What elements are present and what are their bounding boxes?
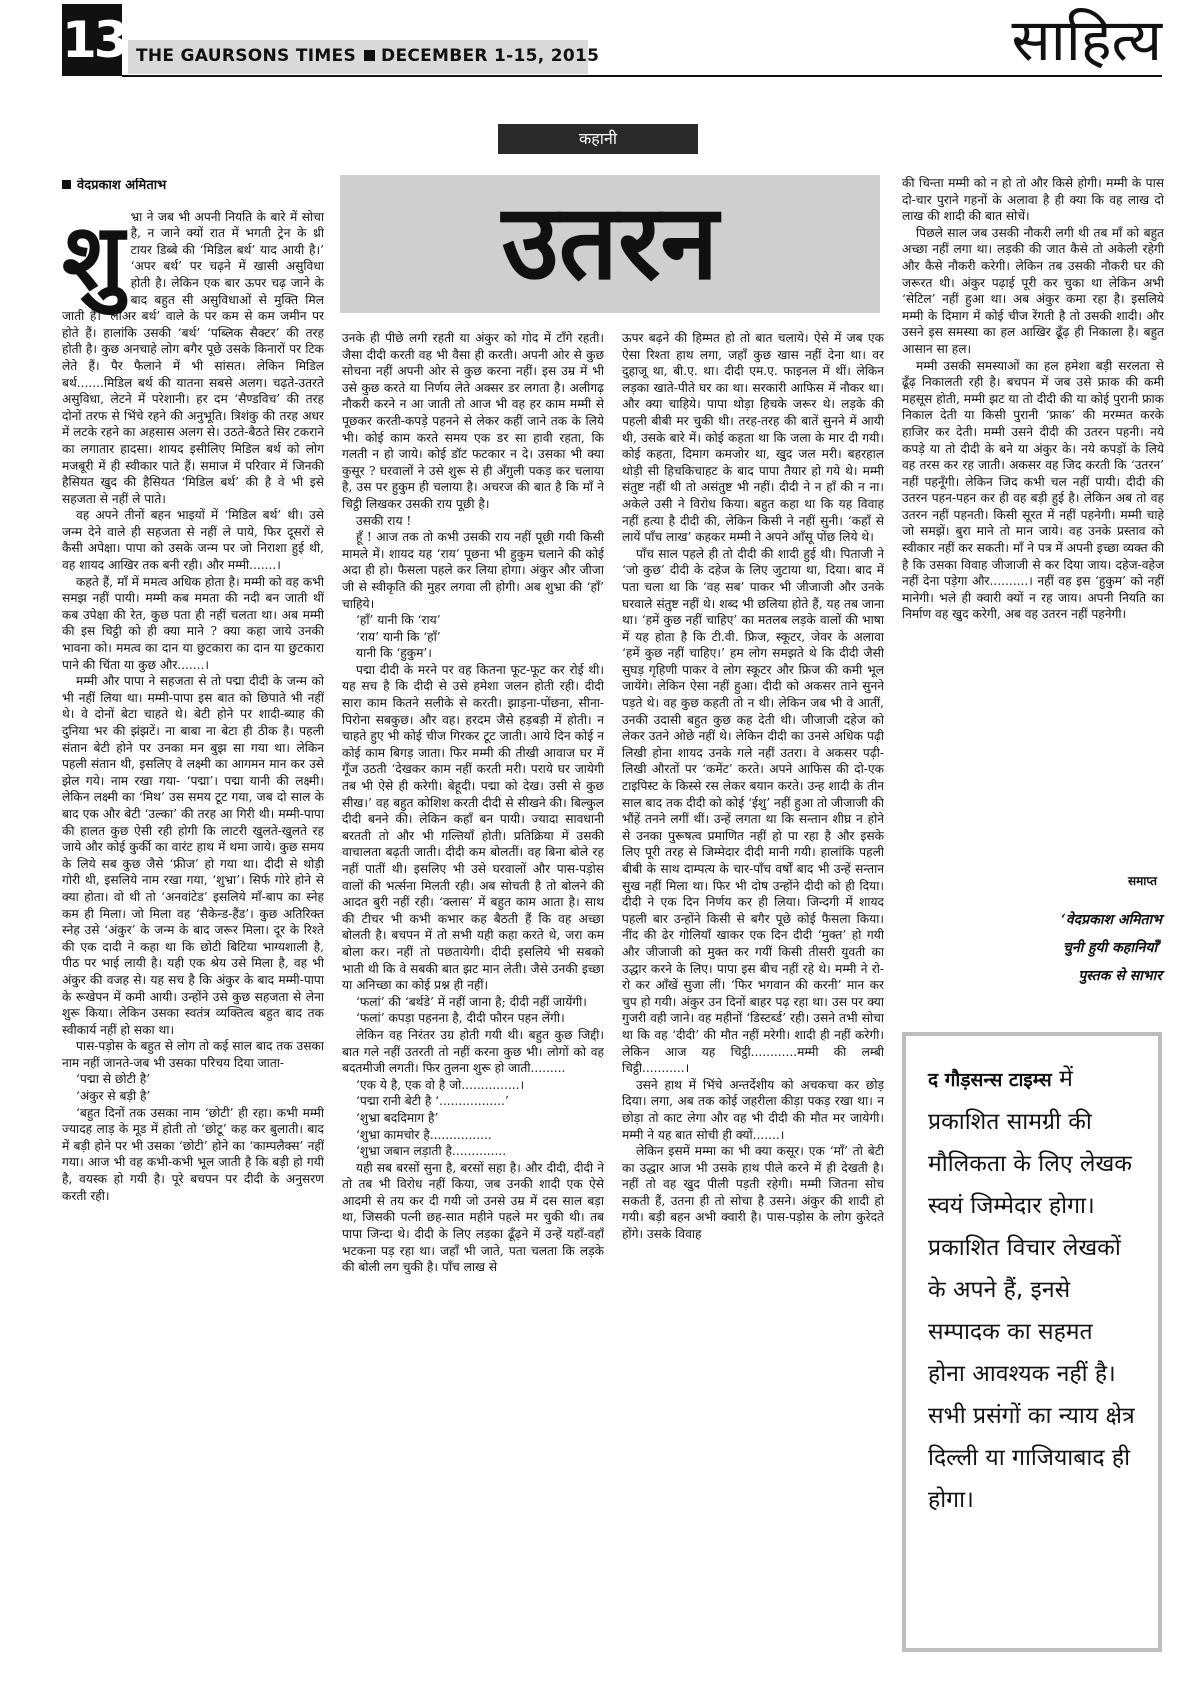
paragraph: ‘शुभ्रा जबान लड़ाती है.............. (356, 1144, 507, 1159)
paragraph: की चिन्ता मम्मी को न हो तो और किसे होगी। मम्मी के पास दो-चार पुराने गहनों के अलावा है ही क्या कि वह लाख दो लाख की शादी की बात सोचें। (902, 176, 1164, 224)
paragraph: ‘राय’ यानी कि ‘हाँ’ (356, 629, 441, 644)
header-rule (122, 75, 1162, 77)
paragraph: यही सब बरसों सुना है, बरसों सहा है। और दीदी, दीदी ने तो तब भी विरोध नहीं किया, जब उनकी शादी एक ऐसे आदमी से तय कर दी गयी जो उनसे उम्र में दस साल बड़ा था, जिसकी पत्नी छह-सात महीने पहले मर चुकी थी। तब पापा जिन्दा थे। दीदी के लिए लड़का ढूँढ़ने में उन्हें यहाँ-वहाँ भटकना पड़ रहा था। जहाँ भी जाते, पता चलता कि लड़के की बोली लग चुकी है। पाँच लाख से (342, 1160, 604, 1275)
square-bullet-icon (62, 180, 71, 189)
story-tag (498, 124, 698, 154)
paragraph: ‘शुभ्रा कामचोर है................ (356, 1127, 492, 1142)
disclaimer-box (902, 1032, 1162, 1652)
end-mark: समाप्त (1128, 874, 1157, 888)
disclaimer-lead: द गौड़सन्स टाइम्स (928, 1069, 1052, 1091)
publication-name: THE GAURSONS TIMES (136, 46, 357, 66)
paragraph: ‘एक ये है, एक वो है जो...............। (356, 1077, 525, 1092)
drop-cap: शु (62, 202, 125, 311)
credit-line: ‘वेदप्रकाश अमिताभ (1061, 912, 1162, 928)
source-credit (862, 906, 1162, 990)
paragraph: कहते हैं, माँ में ममत्व अधिक होता है। मम्मी को वह कभी समझ नहीं पायी। मम्मी कब ममता की नदी बन जाती थीं कब उपेक्षा की रेत, कुछ पता ही नहीं चलता था। अब मम्मी की इस चिट्ठी को ही क्या माने ? क्या कहा जाये उनकी भावना को। ममत्व का दान या छुटकारा का दान या छुटकारा पाने की चिंता या कुछ और.......। (62, 574, 324, 672)
paragraph: पिछले साल जब उसकी नौकरी लगी थी तब माँ को बहुत अच्छा नहीं लगा था। लड़की की जात कैसे तो अकेली रहेगी और कैसे नौकरी करेगी। लेकिन तब उसकी नौकरी घर की जरूरत थी। अंकुर पढ़ाई पूरी कर चुका था लेकिन अभी ‘सेटिल’ नहीं हुआ था। अब अंकुर कमा रहा है। इसलिये मम्मी के दिमाग में कोई चीज रेंगती है तो उसकी शादी। और उसने इस समस्या का हल आखिर ढूँढ़ ही निकाला है। बहुत आसान सा हल। (902, 225, 1164, 356)
paragraph (62, 202, 324, 508)
page-header (0, 0, 1200, 100)
paragraph: हूँ ! आज तक तो कभी उसकी राय नहीं पूछी गयी किसी मामले में। शायद यह ‘राय’ पूछना भी हुकुम चलाने की कोई अदा ही हो। फैसला पहले कर लिया होगा। अंकुर और जीजा जी से स्वीकृति की मुहर लगवा ली होगी। अब शुभ्रा की ‘हाँ’ चाहिये। (342, 530, 604, 611)
paragraph: ‘शुभ्रा बददिमाग है’ (356, 1110, 439, 1125)
paragraph: उनके ही पीछे लगी रहती या अंकुर को गोद में टाँगे रहती। जैसा दीदी करती वह भी वैसा ही करती। अपनी ओर से कुछ सोचना नहीं अपनी ओर से कुछ करना नहीं। इस उम्र में भी उसे कुछ करते या निर्णय लेते अक्सर डर लगता है। अलीगढ़ नौकरी करने न आ जाती तो आज भी वह हर काम मम्मी से पूछकर करती-कपड़े पहनने से लेकर कहीं जाने तक के लिये भी। कोई काम करते समय एक डर सा हावी रहता, कि गलती न हो जाये। कोई डॉट फटकार न दे। उसका भी क्या कुसूर ? घरवालों ने उसे शुरू से ही अँगुली पकड़ कर चलाया है, उस पर हुकुम ही चलाया है। अचरज की बात है कि माँ ने चिट्ठी लिखकर उसकी राय पूछी है। (342, 331, 604, 511)
square-bullet-icon (364, 50, 375, 61)
paragraph: मम्मी उसकी समस्याओं का हल हमेशा बड़ी सरलता से ढूँढ़ निकालती रही है। बचपन में जब उसे फ्राक की कमी महसूस होती, मम्मी झट या तो दीदी की या कोई पुरानी फ्राक निकाल देती या किसी पुरानी ‘फ्राक’ की मरम्मत करके हाजिर कर देती। मम्मी उसने दीदी की उतरन पहनी। नये कपड़े या तो दीदी के बने या अंकुर के। नये कपड़ों के लिये वह तरस कर रह जाती। अकसर वह जिद करती कि ‘उतरन’ नहीं पहनूँगी। लेकिन जिद कभी चल नहीं पायी। दीदी की उतरन पहन-पहन कर ही वह बड़ी हुई है। लेकिन अब तो वह उतरन नहीं पहनती। किसी सूरत में नहीं पहनेगी। मम्मी चाहे जो समझें। बुरा माने तो मान जाये। वह उनके प्रस्ताव को स्वीकार नहीं कर सकती। माँ ने पत्र में अपनी इच्छा व्यक्त की है कि उसका विवाह जीजाजी से कर दिया जाय। दहेज-वहेज नहीं देना पड़ेगा और..........। नहीं वह इस ‘हुकुम’ को नहीं मानेगी। भले ही क्वारी क्यों न रह जाय। अपनी नियति का निर्माण वह खुद करेगी, अब वह उतरन नहीं पहनेगी। (902, 358, 1164, 622)
paragraph: पाँच साल पहले ही तो दीदी की शादी हुई थी। पिताजी ने ‘जो कुछ’ दीदी के दहेज के लिए जुटाया था, दिया। बाद में पता चला था कि ‘वह सब’ पाकर भी जीजाजी और उनके घरवाले संतुष्ट नहीं थे। शब्द भी छलिया होते हैं, यह तब जाना था। ‘हमें कुछ नहीं चाहिए’ का मतलब लड़के वालों की भाषा में यह होता है कि टी.वी. फ्रिज, स्कूटर, जेवर के अलावा ‘हमें कुछ नहीं चाहिए।’ हम लोग समझते थे कि दीदी जैसी सुघड़ गृहिणी पाकर वे लोग स्कूटर और फ्रिज की कमी भूल जायेंगे। लेकिन ऐसा नहीं हुआ। दीदी को अकसर ताने सुनने पड़ते थे। वह कुछ कहती तो न थी। लेकिन जब भी वे आतीं, उनकी उदासी बहुत कुछ कह देती थी। जीजाजी दहेज को लेकर उतने ओछे नहीं थे। लेकिन दीदी का उनसे अधिक पढ़ी लिखी होना शायद उनके गले नहीं उतरा। वे अकसर पढ़ी-लिखी औरतों पर ‘कमेंट’ करते। अपने आफिस की दो-एक टाइपिस्ट के किस्से रस लेकर बयान करते। उन्ह शादी के तीन साल बाद तक दीदी को कोई ‘ईशु’ नहीं हुआ तो जीजाजी की भौंहें तनने लगीं थीं। उन्हें लगता था कि सन्तान शीघ्र न होने से उनका पुरूषत्व प्रमाणित नहीं हो पा रहा है और इसके लिए पूरी तरह से जिम्मेदार दीदी मानी गयी। हालांकि पहली बीबी के साथ दाम्पत्य के चार-पाँच वर्षों बाद भी उन्हें सन्तान सुख नहीं मिला था। फिर भी दोष उन्होंने दीदी को ही दिया। दीदी ने एक दिन निर्णय कर ही लिया। जिन्दगी में शायद पहली बार उन्होंने किसी से बगैर पूछे कोई फैसला किया। नींद की ढेर गोलियाँ खाकर एक दिन दीदी ‘मुक्त’ हो गयी और जीजाजी को मुक्त कर गयीं किसी तीसरी युवती का उद्धार करने के लिए। पापा इस बीच नहीं रहे थे। मम्मी ने रो-रो कर आँखें सुजा लीं। ‘फिर भगवान की करनी’ मान कर चुप हो गयी। अंकुर उन दिनों बाहर पढ़ रहा था। उस पर क्या गुजरी वही जाने। वह महीनों ‘डिस्टर्ब्ड’ रही। उसने तभी सोचा था कि वह ‘दीदी’ की मौत नहीं मरेगी। शादी ही नहीं करेगी। लेकिन आज यह चिट्ठी............मम्मी की लम्बी चिट्ठी...........। (622, 546, 884, 1076)
article-column-1 (62, 178, 324, 1686)
credit-line: चुनी हुयी कहानियाँ’ (1062, 940, 1162, 956)
story-tag-label: कहानी (579, 129, 617, 148)
paragraph-text: भ्रा ने जब भी अपनी नियति के बारे में सोचा है, न जाने क्यों रात में भगती ट्रेन के थ्री टायर डिब्बे की ‘मिडिल बर्थ’ याद आयी है।’ ‘अपर बर्थ’ पर चढ़ने में खासी असुविधा होती है। लेकिन एक बार ऊपर चढ़ जाने के बाद बहुत सी असुविधाओं से मुक्ति मिल जाती है। ‘लोअर बर्थ’ वाले के पर कम से कम जमीन पर होते हैं। हालांकि उसकी ‘बर्थ’ ‘पब्लिक सैक्टर’ की तरह होती है। कुछ अनचाहे लोग बगैर पूछे उसके किनारों पर टिक लेते हैं। पैर फैलाने में भी सांसत। लेकिन मिडिल बर्थ.......मिडिल बर्थ की यातना सबसे अलग। चढ़ते-उतरते असुविधा, लेटने में परेशानी। हर दम ‘सैण्डविच’ की तरह दोनों तरफ से भिंचे रहने की अनुभूति। त्रिशंकु की तरह अधर में लटके रहने का अहसास अलग से। उठते-बैठते सिर टकराने का लगातार हादसा। शायद इसीलिए मिडिल बर्थ को लोग मजबूरी में ही स्वीकार पाते हैं। समाज में परिवार में जिनकी हैसियत खुद की हैसियत ‘मिडिल बर्थ’ की है वे भी इसे सहजता से नहीं ले पाते। (62, 209, 324, 506)
paragraph: यानी कि ‘हुकुम’। (356, 646, 432, 661)
article-column-2 (342, 330, 604, 1686)
disclaimer-text: में प्रकाशित सामग्री की मौलिकता के लिए लेखक स्वयं जिम्मेदार होगा। प्रकाशित विचार लेखकों के अपने हैं, इनसे सम्पादक का सहमत होना आवश्यक नहीं है। सभी प्रसंगों का न्याय क्षेत्र दिल्ली या गाजियाबाद ही होगा। (928, 1066, 1135, 1513)
byline (62, 178, 324, 195)
article-column-4 (902, 175, 1164, 875)
author-name: वेदप्रकाश अमिताभ (77, 178, 167, 193)
paragraph: लेकिन इसमें मम्मा का भी क्या कसूर। एक ‘माँ’ तो बेटी का उद्धार आज भी उसके हाथ पीले करने में ही देखती है। नहीं तो वह खुद पीली पड़ती रहेगी। मम्मी जितना सोच सकती हैं, उतना ही तो सोचा है उसने। अंकुर की शादी हो गयी। बड़ी बहन अभी क्वारी है। पास-पड़ोस के लोग कुरेदते होंगे। उसके विवाह (622, 1144, 884, 1242)
paragraph: ऊपर बढ़ने की हिम्मत हो तो बात चलाये। ऐसे में जब एक ऐसा रिश्ता हाथ लगा, जहाँ कुछ खास नहीं देना था। वर दुहाजू था, बी.ए. था। दीदी एम.ए. फाइनल में थीं। लेकिन लड़का खाते-पीते घर का था। सरकारी आफिस में नौकर था। और क्या चाहिये। पापा थोड़ा हिचके जरूर थे। लड़के की पहली बीबी मर चुकी थी। तरह-तरह की बातें सुनने में आयी थी, उसके बारे में। कोई कहता था कि जला के मार दी गयी। कोई कहता, दिमाग कमजोर था, खुद जल मरी। बहरहाल थोड़ी सी हिचकिचाहट के बाद पापा तैयार हो गये थे। मम्मी संतुष्ट नहीं थी तो असंतुष्ट भी नहीं। दीदी ने न हाँ की न ना। अकेले उसी ने विरोध किया। बहुत कहा था कि यह विवाह नहीं हत्या है दीदी की, लेकिन किसी ने नहीं सुनी। ‘कहाँ से लायें पाँच लाख’ कहकर मम्मी ने अपने आँसू पोंछ लिये थे। (622, 331, 884, 545)
paragraph: मम्मी और पापा ने सहजता से तो पद्मा दीदी के जन्म को भी नहीं लिया था। मम्मी-पापा इस बात को छिपाते भी नहीं थे। वे दोनों बेटा चाहते थे। बेटी होने पर शादी-ब्याह की दुनिया भर की झंझटें। ना बाबा ना बेटा ही ठीक है। पहली संतान बेटी होने पर उनका मन बुझ सा गया था। लेकिन पहली संतान थी, इसलिए वे लक्ष्मी का आगमन मान कर उसे झेल गये। नाम रखा गया- ‘पद्मा’। पद्मा यानी की लक्ष्मी। लेकिन लक्ष्मी का ‘मिथ’ उस समय टूट गया, जब दो साल के बाद एक और बेटी ‘उल्का’ की तरह आ गिरी थी। मम्मी-पापा की हालत कुछ ऐसी रही होगी कि लाटरी खुलते-खुलते रह जाये और कोई कुर्की का वारंट हाथ में थमा जाये। कुछ समय के लिये सब कुछ जैसे ‘फ्रीज’ हो गया था। दीदी से थोड़ी गोरी थी, इसलिये नाम रखा गया, ‘शुभ्रा’। सिर्फ गोरे होने से क्या होता। वो थी तो ‘अनवांटेड’ इसलिये माँ-बाप का स्नेह कम ही मिला। जो मिला वह ‘सैकेन्ड-हैंड’। कुछ अतिरिक्त स्नेह उसे ‘अंकुर’ के जन्म के बाद जरूर मिला। दूर के रिश्ते की एक दादी ने कहा था कि छोटी बिटिया भाग्यशाली है, पीठ पर भाई लायी है। यही एक श्रेय उसे मिला है, वह भी अंकुर की वजह से। यह सच है कि अंकुर के बाद मम्मी-पापा के रूखेपन में कमी आयी। उन्होंने उसे कुछ सहजता से लेना शुरू किया। लेकिन उसका स्वतंत्र व्यक्तित्व बहुत बाद तक स्वीकार्य नहीं हो सका था। (62, 674, 324, 1037)
paragraph: लेकिन वह निरंतर उग्र होती गयी थी। बहुत कुछ जिद्दी। बात गले नहीं उतरती तो नहीं करना कुछ भी। लोगों को वह बदतमीजी लगती। फिर तुलना शुरू हो जाती......... (342, 1027, 604, 1076)
article-column-3 (622, 330, 884, 1686)
paragraph: उसकी राय ! (356, 513, 412, 528)
paragraph: ‘बहुत दिनों तक उसका नाम ‘छोटी’ ही रहा। कभी मम्मी ज्यादह लाड़ के मूड में होती तो ‘छोटू’ कह कर बुलाती। बाद में बड़ी होने पर भी उसका ‘छोटी’ होने का ‘काम्पलैक्स’ नहीं गया। आज भी वह कभी-कभी भूल जाती है कि बड़ी हो गयी है, वयस्क हो गयी है। पूरे बचपन पर दीदी के अनुसरण करती रही। (62, 1105, 324, 1203)
section-title: साहित्य (1011, 6, 1162, 74)
paragraph: ‘फलां’ की ‘बर्थडे’ में नहीं जाना है; दीदी नहीं जायेंगी। (356, 994, 587, 1009)
credit-line: पुस्तक से साभार (1078, 968, 1162, 984)
story-title: उतरन (501, 181, 719, 303)
paragraph: पास-पड़ोस के बहुत से लोग तो कई साल बाद तक उसका नाम नहीं जानते-जब भी उसका परिचय दिया जाता- (62, 1039, 324, 1070)
page-number: 13 (62, 4, 122, 76)
paragraph: उसने हाथ में भिंचे अन्तर्देशीय को अचकचा कर छोड़ दिया। लगा, अब तक कोई जहरीला कीड़ा पकड़ रखा था। न छोड़ा तो काट लेगा और वह भी दीदी की मौत मर जायेगी। मम्मी ने यह बात सोची ही क्यों.......। (622, 1077, 884, 1142)
title-box (340, 175, 880, 313)
issue-date: DECEMBER 1-15, 2015 (381, 46, 600, 66)
paragraph: वह अपने तीनों बहन भाइयों में ‘मिडिल बर्थ’ थी। उसे जन्म देने वाले ही सहजता से नहीं ले पाये, फिर दूसरों से कैसी अपेक्षा। पापा को उसके जन्म पर जो निराशा हुई थी, वह शायद आखिर तक बनी रही। और मम्मी.......। (62, 508, 324, 573)
paragraph: ‘पद्मा रानी बेटी है ‘.................’ (356, 1094, 509, 1109)
masthead (136, 46, 599, 66)
paragraph: ‘फलां’ कपड़ा पहनना है, दीदी फौरन पहन लेंगी। (356, 1011, 565, 1026)
paragraph: ‘हाँ’ यानी कि ‘राय’ (356, 613, 441, 628)
paragraph: ‘पद्मा से छोटी है’ (76, 1072, 151, 1087)
paragraph: ‘अंकुर से बड़ी है’ (76, 1089, 151, 1104)
paragraph: पद्मा दीदी के मरने पर वह कितना फूट-फूट कर रोई थी। यह सच है कि दीदी से उसे हमेशा जलन होती रही। दीदी सारा काम कितने सलीके से करती। झाड़ना-पोंछना, सीना-पिरोना सबकुछ। और वह। हरदम जैसे हड़बड़ी में होती। न चाहते हुए भी कोई चीज गिरकर टूट जाती। आये दिन कोई न कोई काम बिगड़ जाता। फिर मम्मी की तीखी आवाज घर में गूँज उठती ‘देखकर काम नहीं करती मरी। पराये घर जायेगी तब भी ऐसे ही करेगी। बेहूदी। पद्मा को देख। उसी से कुछ सीख।’ वह बहुत कोशिश करती दीदी से सीखने की। बिल्कुल दीदी बनने की। लेकिन कहाँ बन पायी। ज्यादा सावधानी बरतती तो और भी गल्तियाँ होती। प्रतिक्रिया में उसकी वाचालता बढ़ती जाती। दीदी कम बोलतीं। वह बिना बोले रह नहीं पातीं थी। इसलिए भी उसे घरवालों और पास-पड़ोस वालों की भर्त्सना मिलती रही। अब सोचती है तो बोलने की आदत बुरी नहीं रही। ‘क्लास’ में बहुत काम आता है। साथ की टीचर भी कभी कभार कह बैठती हैं कि वह अच्छा बोलती है। बचपन में तो सभी यही कहा करते थे, जरा कम बोला कर। नहीं तो पछतायेगी। दीदी इसलिये भी सबको भाती थी कि वे सबकी बात झट मान लेती। जैसे उनकी इच्छा या अनिच्छा का कोई प्रश्न ही नहीं। (342, 662, 604, 993)
